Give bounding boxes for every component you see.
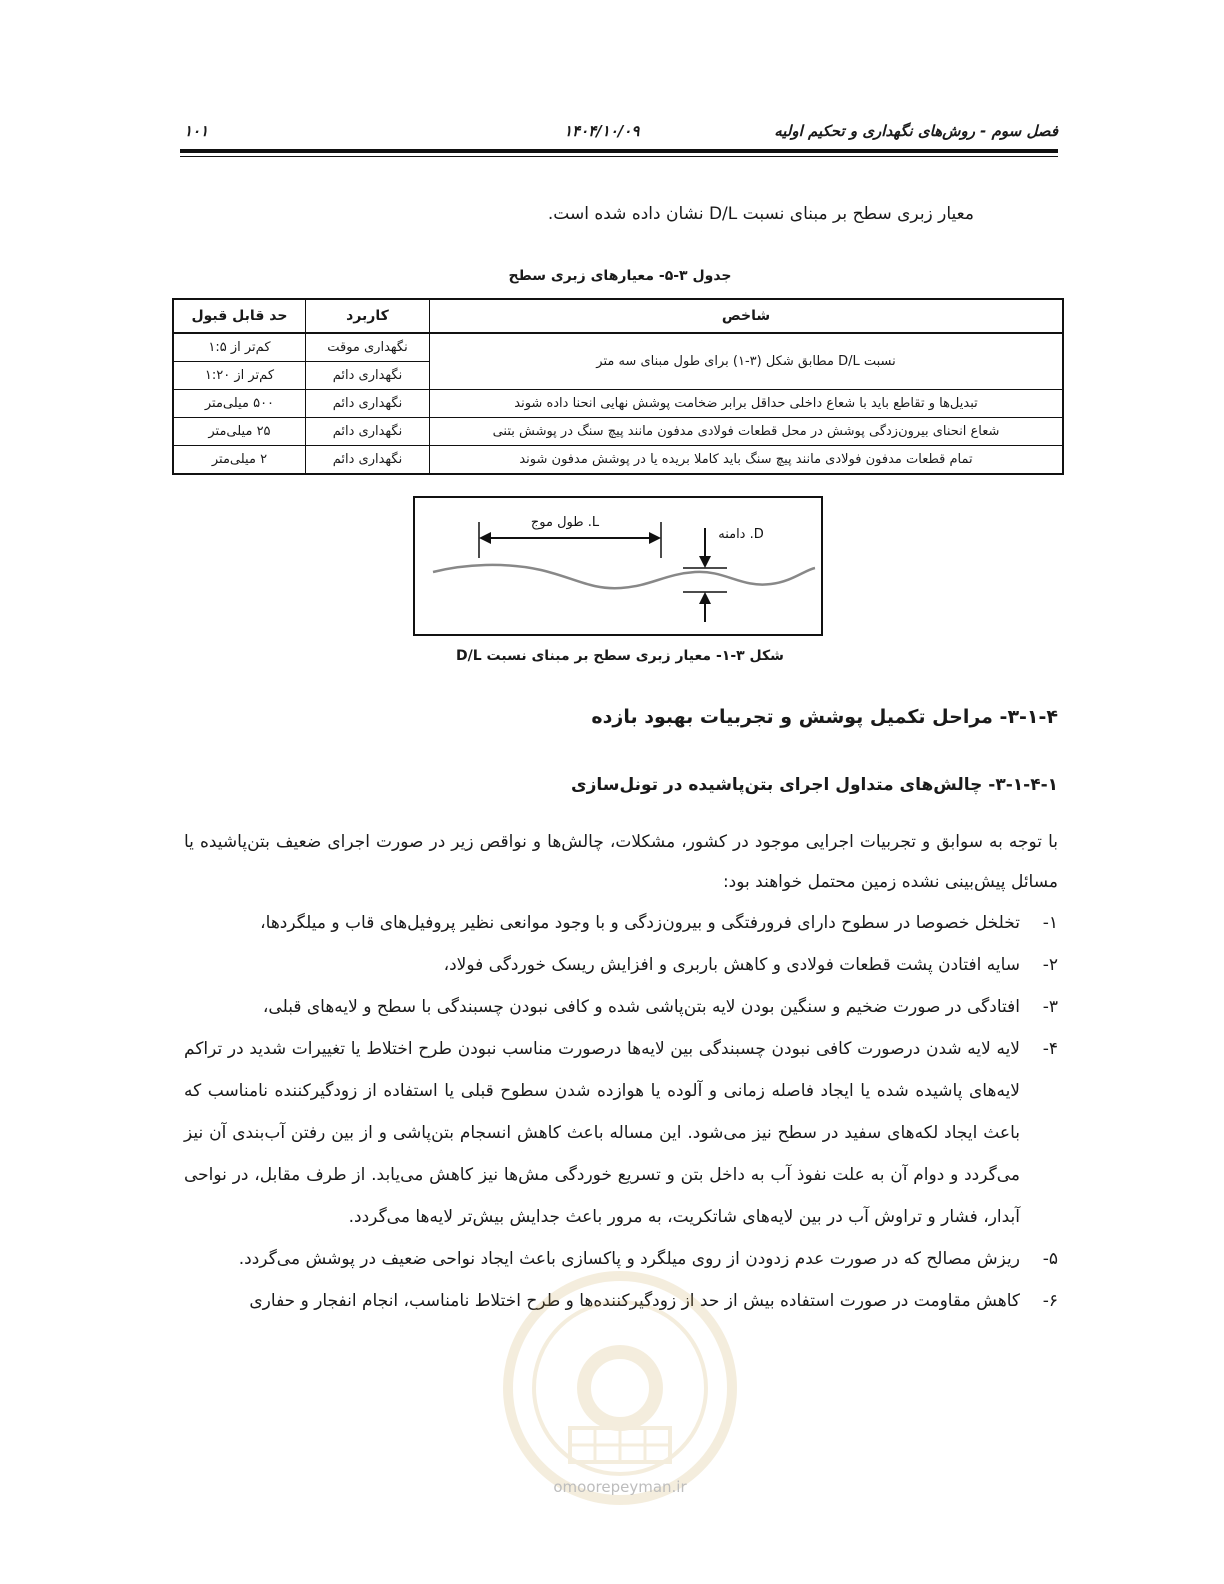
cell-use: نگهداری دائم: [305, 362, 429, 390]
header-limit: حد قابل قبول: [173, 299, 305, 333]
amplitude-arrowhead-down: [699, 556, 711, 568]
chapter-title: فصل سوم - روش‌های نگهداری و تحکیم اولیه: [774, 122, 1058, 140]
header-rule-thin: [180, 156, 1058, 157]
amplitude-arrowhead-up: [699, 592, 711, 604]
list-text: سایه افتادن پشت قطعات فولادی و کاهش باربری و افزایش ریسک خوردگی فولاد،: [443, 955, 1020, 975]
label-amplitude: D. دامنه: [718, 527, 764, 542]
list-number: ۵-: [1042, 1249, 1058, 1269]
cell-limit: ۲ میلی‌متر: [173, 446, 305, 475]
cell-limit: کم‌تر از ۱:۲۰: [173, 362, 305, 390]
list-number: ۱-: [1042, 913, 1058, 933]
list-item: [184, 902, 1058, 944]
cell-limit: کم‌تر از ۱:۵: [173, 333, 305, 362]
cell-use: نگهداری دائم: [305, 446, 429, 475]
table-row: [173, 333, 1063, 362]
list-item: [184, 986, 1058, 1028]
header-use: کاربرد: [305, 299, 429, 333]
cell-use: نگهداری موقت: [305, 333, 429, 362]
table-row: [173, 418, 1063, 446]
table-row: [173, 446, 1063, 475]
list-text: کاهش مقاومت در صورت استفاده بیش از حد از زودگیرکننده‌ها و طرح اختلاط نامناسب، انجام انفجار و حفاری: [249, 1291, 1020, 1311]
header-date: ۱۴۰۴/۱۰/۰۹: [564, 122, 640, 140]
cell-use: نگهداری دائم: [305, 418, 429, 446]
page-number: ۱۰۱: [184, 122, 209, 140]
figure-caption: شکل ۳-۱- معیار زبری سطح بر مبنای نسبت D/L: [456, 648, 784, 664]
cell-index: نسبت D/L مطابق شکل (۳-۱) برای طول مبنای سه متر: [430, 333, 1063, 390]
cell-index: تبدیل‌ها و تقاطع باید با شعاع داخلی حداقل برابر ضخامت پوشش نهایی انحنا داده شوند: [430, 390, 1063, 418]
list-text: تخلخل خصوصا در سطوح دارای فرورفتگی و بیرون‌زدگی و با وجود موانعی نظیر پروفیل‌های قاب و میلگردها،: [260, 913, 1020, 933]
label-wavelength: L. طول موج: [530, 515, 600, 530]
cell-limit: ۲۵ میلی‌متر: [173, 418, 305, 446]
table-header-row: [173, 299, 1063, 333]
wave-diagram: [415, 498, 821, 634]
list-number: ۴-: [1042, 1039, 1058, 1059]
list-text: ریزش مصالح که در صورت عدم زدودن از روی میلگرد و پاکسازی باعث ایجاد نواحی ضعیف در پوشش می‌گردد.: [238, 1249, 1020, 1269]
list-number: ۲-: [1042, 955, 1058, 975]
wavelength-arrowhead-left: [479, 532, 491, 544]
cell-index: تمام قطعات مدفون فولادی مانند پیچ سنگ باید کاملا بریده یا در پوشش مدفون شوند: [430, 446, 1063, 475]
cell-limit: ۵۰۰ میلی‌متر: [173, 390, 305, 418]
wave-curve: [433, 565, 815, 588]
roughness-figure: [413, 496, 823, 636]
section-heading: ۳-۱-۴- مراحل تکمیل پوشش و تجربیات بهبود بازده: [591, 706, 1058, 728]
list-number: ۶-: [1042, 1291, 1058, 1311]
body-paragraph: با توجه به سوابق و تجربیات اجرایی موجود در کشور، مشکلات، چالش‌ها و نواقص زیر در صورت اجرای ضعیف بتن‌پاشیده یا مسائل پیش‌بینی نشده زمین محتمل خواهند بود:: [184, 832, 1058, 892]
cell-index: شعاع انحنای بیرون‌زدگی پوشش در محل قطعات فولادی مدفون مانند پیچ سنگ در پوشش بتنی: [430, 418, 1063, 446]
wavelength-arrowhead-right: [649, 532, 661, 544]
list-number: ۳-: [1042, 997, 1058, 1017]
table-caption: جدول ۳-۵- معیارهای زبری سطح: [508, 268, 732, 284]
table-row: [173, 390, 1063, 418]
challenges-list: [184, 902, 1058, 1322]
list-text: لایه لایه شدن درصورت کافی نبودن چسبندگی بین لایه‌ها درصورت مناسب نبودن طرح اختلاط یا تغییرات شدید در تراکم لایه‌های پاشیده شده یا ایجاد فاصله زمانی و آلوده یا هوازده شدن سطوح قبلی یا استفاده از زودگیرکننده نامناسب که باعث ایجاد لکه‌های سفید در سطح نیز می‌شود. این مساله باعث کاهش انسجام بتن‌پاشی و از بین رفتن آب‌بندی آن نیز می‌گردد و دوام آن به علت نفوذ آب به داخل بتن و تسریع خوردگی مش‌ها نیز کاهش می‌یابد. از طرف مقابل، در نواحی آبدار، فشار و تراوش آب در بین لایه‌های شاتکریت، به مرور باعث جدایش بیش‌تر لایه‌ها می‌گردد.: [184, 1039, 1020, 1227]
list-text: افتادگی در صورت ضخیم و سنگین بودن لایه بتن‌پاشی شده و کافی نبودن چسبندگی با سطح و لایه‌های قبلی،: [262, 997, 1020, 1017]
watermark-stamp-icon: [500, 1268, 740, 1508]
running-header: [182, 118, 1058, 148]
subsection-heading: ۳-۱-۴-۱- چالش‌های متداول اجرای بتن‌پاشیده در تونل‌سازی: [570, 775, 1058, 795]
intro-line: معیار زبری سطح بر مبنای نسبت D/L نشان داده شده است.: [547, 204, 974, 224]
header-rule-thick: [180, 149, 1058, 153]
header-index: شاخص: [430, 299, 1063, 333]
list-item: [184, 944, 1058, 986]
cell-use: نگهداری دائم: [305, 390, 429, 418]
watermark-site: omoorepeyman.ir: [553, 1478, 687, 1496]
list-item: [184, 1028, 1058, 1238]
roughness-criteria-table: [172, 298, 1064, 475]
